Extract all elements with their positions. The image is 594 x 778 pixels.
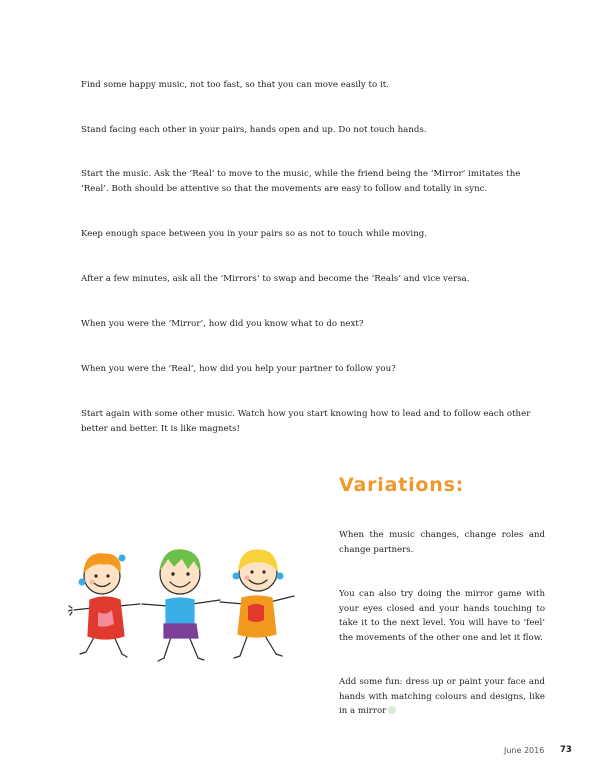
child-middle [142,550,220,661]
instruction-paragraph-5: After a few minutes, ask all the ‘Mirrors’ to swap and become the ‘Reals’ and vice versa. [81,274,470,284]
variation-item-2: You can also try doing the mirror game with your eyes closed and your hands touching to take it to the next level. You will have to ‘feel’ the movements of the other one and let it flow. [339,589,545,643]
instruction-paragraph-1: Find some happy music, not too fast, so that you can move easily to it. [81,80,389,90]
variation-item-1: When the music changes, change roles and change partners. [339,530,545,555]
question-paragraph-real: When you were the ‘Real’, how did you help your partner to follow you? [81,364,396,374]
question-paragraph-mirror: When you were the ‘Mirror’, how did you know what to do next? [81,319,364,329]
variation-item-3 [339,675,545,719]
instruction-paragraph-3: Start the music. Ask the ‘Real’ to move to the music, while the friend being the ‘Mirror’ imitates the ‘Real’. Both should be attentive so that the movements are easy to follow and totally in sync. [81,169,521,194]
child-right [220,550,294,658]
footer-date: June 2016 [504,746,545,755]
variation-item-3-text: Add some fun: dress up or paint your face and hands with matching colours and designs, like in a mirror [339,677,545,716]
dancing-children-illustration [68,540,320,668]
instruction-paragraph-8: Start again with some other music. Watch how you start knowing how to lead and to follow each other better and better. It is like magnets! [81,409,531,434]
variations-heading: Variations: [339,474,465,496]
green-dot-icon [388,706,396,714]
child-left [68,554,140,657]
page-number: 73 [560,745,572,755]
instruction-paragraph-4: Keep enough space between you in your pairs so as not to touch while moving. [81,229,428,239]
instruction-paragraph-2: Stand facing each other in your pairs, hands open and up. Do not touch hands. [81,125,427,135]
